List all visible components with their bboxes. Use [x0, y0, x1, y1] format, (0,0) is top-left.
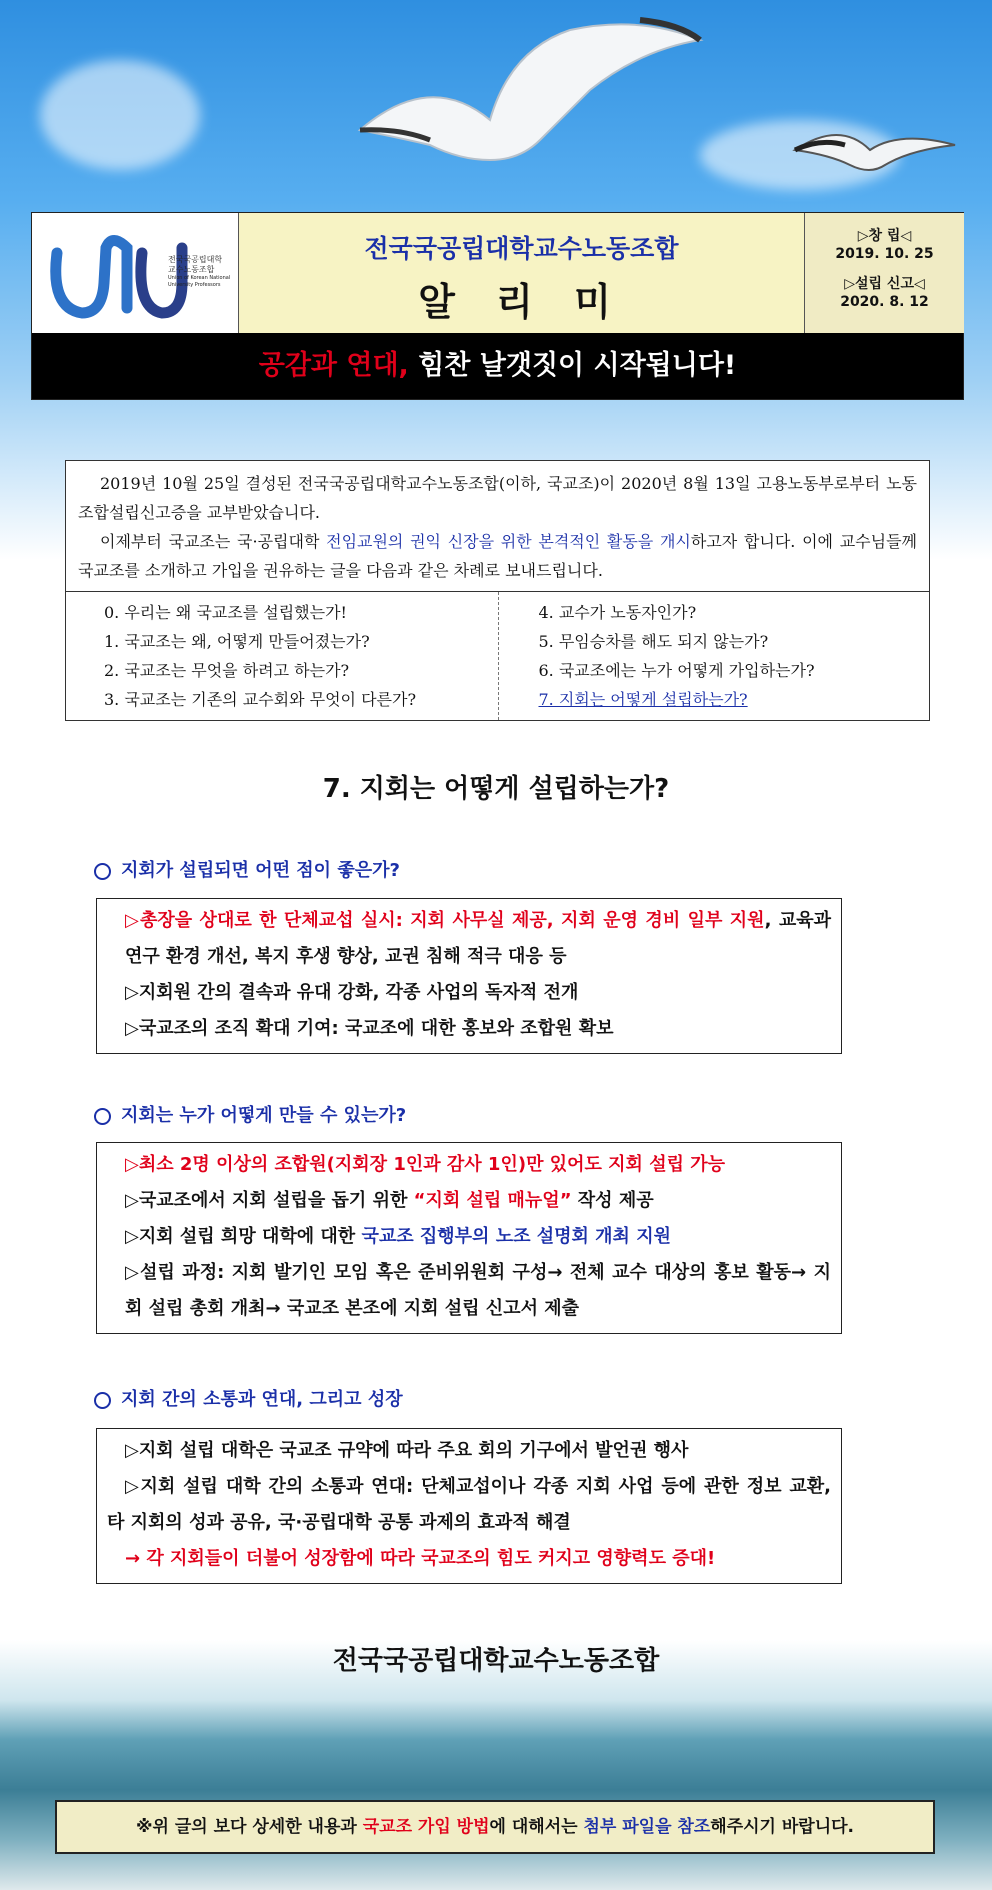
title-cell: [239, 213, 804, 333]
circle-bullet-icon: [94, 863, 111, 880]
seagull-image: [340, 10, 720, 200]
box-line: [107, 903, 831, 975]
toc-item[interactable]: 4. 교수가 노동자인가?: [538, 603, 697, 622]
sky-cloud: [40, 60, 200, 170]
box-line-text: 작성 제공: [571, 1190, 654, 1211]
toc-item[interactable]: 6. 국교조에는 누가 어떻게 가입하는가?: [538, 661, 815, 680]
subsection-title: 지회 간의 소통과 연대, 그리고 성장: [121, 1389, 403, 1410]
box-line: → 각 지회들이 더불어 성장함에 따라 국교조의 힘도 커지고 영향력도 증대!: [125, 1548, 716, 1569]
toc-column-left: [66, 592, 498, 720]
header-top: [32, 213, 963, 333]
box-line: ▷지회 설립 대학 간의 소통과 연대: 단체교섭이나 각종 지회 사업 등에 관한 정보 교환, 타 지회의 성과 공유, 국·공립대학 공통 과제의 효과적 해결: [107, 1476, 831, 1533]
toc-column-right: [498, 592, 930, 720]
toc-item[interactable]: 5. 무임승차를 해도 되지 않는가?: [538, 632, 769, 651]
logo-text-line: 교수노동조합: [168, 265, 215, 274]
box-line-red: “지회 설립 매뉴얼”: [413, 1190, 572, 1211]
logo-text-line: University Professors: [168, 282, 221, 288]
subsection-heading: [94, 1101, 406, 1127]
intro-box: [65, 460, 930, 721]
intro-text-run: 이제부터 국교조는 국·공립대학: [100, 532, 327, 551]
box-line: ▷최소 2명 이상의 조합원(지회장 1인과 감사 1인)만 있어도 지회 설립 가능: [125, 1154, 726, 1175]
logo-cell: [32, 213, 239, 333]
circle-bullet-icon: [94, 1108, 111, 1125]
notice-text: 에 대해서는: [489, 1817, 584, 1837]
toc-current-link[interactable]: 7. 지회는 어떻게 설립하는가?: [538, 690, 748, 709]
toc-item[interactable]: 1. 국교조는 왜, 어떻게 만들어졌는가?: [104, 632, 370, 651]
section-title: 7. 지회는 어떻게 설립하는가?: [322, 774, 670, 804]
subsection-title: 지회가 설립되면 어떤 점이 좋은가?: [121, 860, 400, 881]
subsection-title: 지회는 누가 어떻게 만들 수 있는가?: [121, 1105, 407, 1126]
subsection-heading: [94, 856, 400, 882]
box-line: ▷지회 설립 대학은 국교조 규약에 따라 주요 회의 기구에서 발언권 행사: [125, 1440, 689, 1461]
intro-paragraph: [78, 527, 917, 585]
toc-item[interactable]: 0. 우리는 왜 국교조를 설립했는가!: [104, 603, 347, 622]
box-line-blue: 국교조 집행부의 노조 설명회 개최 지원: [361, 1226, 671, 1247]
slogan-white: 힘찬 날갯짓이 시작됩니다!: [408, 350, 737, 381]
subsection-heading: [94, 1385, 403, 1411]
table-of-contents: [66, 591, 929, 720]
notice-text: 해주시기 바랍니다.: [710, 1817, 855, 1837]
logo-text-line: Union of Korean National: [168, 275, 231, 281]
intro-paragraph: 2019년 10월 25일 결성된 전국국공립대학교수노동조합(이하, 국교조)이 2020년 8월 13일 고용노동부로부터 노동조합설립신고증을 교부받았습니다.: [78, 474, 917, 522]
footer-union-name: 전국국공립대학교수노동조합: [332, 1646, 660, 1676]
founded-label: ▷창 립◁: [857, 228, 912, 244]
slogan-banner: [32, 333, 963, 399]
notice-text: ※위 글의 보다 상세한 내용과: [135, 1817, 363, 1837]
box-line: ▷지회원 간의 결속과 유대 강화, 각종 사업의 독자적 전개: [125, 982, 579, 1003]
newsletter-title: 알 리 미: [418, 280, 625, 324]
intro-text: [66, 461, 929, 591]
box-line-red: ▷총장을 상대로 한 단체교섭 실시: 지회 사무실 제공, 지회 운영 경비 일부 지원: [125, 910, 765, 931]
newsletter-header: [31, 212, 964, 400]
registered-label: ▷설립 신고◁: [844, 276, 925, 292]
notice-blue: 첨부 파일을 참조: [583, 1817, 711, 1837]
subsection-box: [96, 1142, 842, 1334]
box-line: [107, 1183, 831, 1219]
registered-date: 2020. 8. 12: [840, 294, 929, 310]
logo-text-line: 전국국공립대학: [168, 255, 223, 264]
founded-date: 2019. 10. 25: [835, 246, 934, 262]
info-cell: [804, 213, 964, 333]
notice-red: 국교조 가입 방법: [362, 1817, 490, 1837]
intro-text-run: 하고자 합니다. 이에 교수님들께 국교조를 소개하고 가입을 권유하는 글을 다음과 같은 차례로 보내드립니다.: [78, 532, 917, 580]
box-line: ▷국교조의 조직 확대 기여: 국교조에 대한 홍보와 조합원 확보: [125, 1018, 614, 1039]
subsection-box: [96, 898, 842, 1054]
slogan-red: 공감과 연대,: [258, 350, 409, 381]
box-line-text: ▷지회 설립 희망 대학에 대한: [125, 1226, 362, 1247]
circle-bullet-icon: [94, 1392, 111, 1409]
toc-item[interactable]: 3. 국교조는 기존의 교수회와 무엇이 다른가?: [104, 690, 417, 709]
box-line-text: , 교육과 연구 환경 개선, 복지 후생 향상, 교권 침해 적극 대응 등: [125, 910, 831, 967]
notice-box: [55, 1800, 935, 1854]
subsection-box: [96, 1428, 842, 1584]
union-name: 전국국공립대학교수노동조합: [364, 234, 679, 263]
intro-highlight: 전임교원의 권익 신장을 위한 본격적인 활동을 개시: [326, 532, 691, 551]
box-line: [107, 1219, 831, 1255]
toc-item[interactable]: 2. 국교조는 무엇을 하려고 하는가?: [104, 661, 350, 680]
box-line-text: ▷국교조에서 지회 설립을 돕기 위한: [125, 1190, 414, 1211]
box-line: ▷설립 과정: 지회 발기인 모임 혹은 준비위원회 구성→ 전체 교수 대상의 홍보 활동→ 지회 설립 총회 개최→ 국교조 본조에 지회 설립 신고서 제출: [125, 1262, 831, 1319]
seagull-image: [790, 120, 960, 190]
logo-text: [168, 255, 230, 289]
